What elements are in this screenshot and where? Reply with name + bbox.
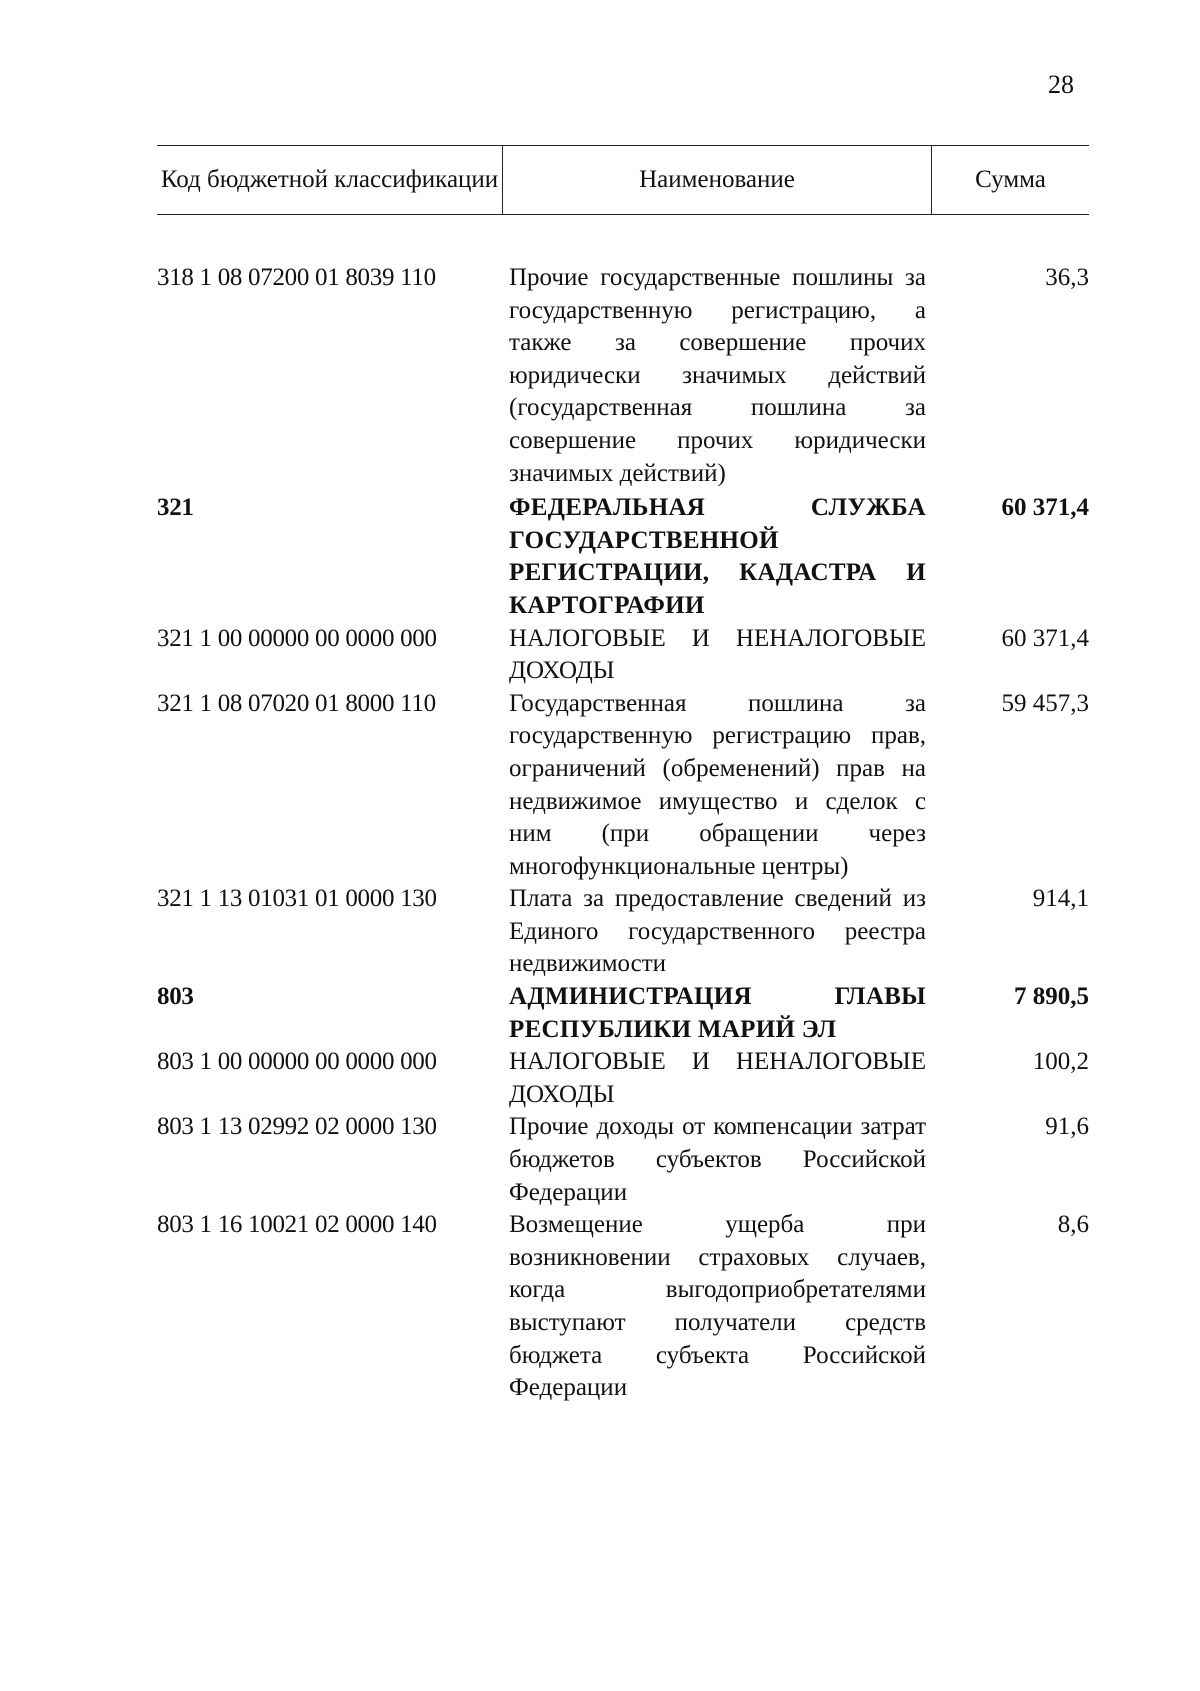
row-name: Плата за предоставление сведений из Единого государственного реестра недвижимости <box>509 885 926 978</box>
row-amount: 914,1 <box>1032 885 1089 913</box>
row-code: 318 1 08 07200 01 8039 110 <box>157 264 436 291</box>
row-amount: 60 371,4 <box>1001 494 1089 522</box>
table-body <box>157 262 1089 1405</box>
table-row <box>157 688 1089 884</box>
row-code: 321 1 13 01031 01 0000 130 <box>157 885 437 913</box>
row-name: АДМИНИСТРАЦИЯ ГЛАВЫ РЕСПУБЛИКИ МАРИЙ ЭЛ <box>509 983 926 1043</box>
row-code: 321 1 08 07020 01 8000 110 <box>157 689 436 717</box>
table-row <box>157 883 1089 981</box>
row-name: Государственная пошлина за государственную регистрацию прав, ограничений (обременений) прав на недвижимое имущество и сделок с ним (при обращении через многофункциональные центры) <box>509 689 926 880</box>
row-amount: 7 890,5 <box>1014 983 1089 1011</box>
table-row <box>157 1046 1089 1111</box>
row-amount: 8,6 <box>1057 1211 1089 1239</box>
header-amount: Сумма <box>975 166 1046 193</box>
row-code: 803 1 00 00000 00 0000 000 <box>157 1048 437 1076</box>
row-amount: 91,6 <box>1045 1113 1089 1141</box>
header-name: Наименование <box>502 146 932 214</box>
row-name: НАЛОГОВЫЕ И НЕНАЛОГОВЫЕ ДОХОДЫ <box>509 1048 926 1108</box>
row-code: 321 <box>157 494 194 522</box>
row-name: НАЛОГОВЫЕ И НЕНАЛОГОВЫЕ ДОХОДЫ <box>509 624 926 685</box>
table-row-section <box>157 492 1089 622</box>
row-amount: 59 457,3 <box>1001 689 1089 717</box>
row-code: 321 1 00 00000 00 0000 000 <box>157 624 437 652</box>
row-amount: 60 371,4 <box>1001 624 1089 652</box>
row-name: Прочие государственные пошлины за государственную регистрацию, а также за совершение прочих юридически значимых действий (государственная пошлина за совершение прочих юридически значимых действий) <box>509 264 926 487</box>
row-amount: 36,3 <box>1045 264 1089 291</box>
header-code: Код бюджетной классификации <box>160 166 499 193</box>
row-amount: 100,2 <box>1032 1048 1089 1076</box>
row-code: 803 1 16 10021 02 0000 140 <box>157 1211 437 1239</box>
table-row <box>157 1209 1089 1405</box>
table-row-section <box>157 981 1089 1046</box>
row-name: Прочие доходы от компенсации затрат бюджетов субъектов Российской Федерации <box>509 1113 926 1206</box>
page-number: 28 <box>1048 70 1074 99</box>
row-name: Возмещение ущерба при возникновении страховых случаев, когда выгодоприобретателями выступают получатели средств бюджета субъекта Российской Федерации <box>509 1211 926 1402</box>
table-header <box>157 145 1089 215</box>
table-row <box>157 623 1089 688</box>
table-row <box>157 1111 1089 1209</box>
row-name: ФЕДЕРАЛЬНАЯ СЛУЖБА ГОСУДАРСТВЕННОЙ РЕГИСТРАЦИИ, КАДАСТРА И КАРТОГРАФИИ <box>509 494 926 619</box>
row-code: 803 1 13 02992 02 0000 130 <box>157 1113 437 1141</box>
table-row <box>157 262 1089 490</box>
row-code: 803 <box>157 983 194 1011</box>
